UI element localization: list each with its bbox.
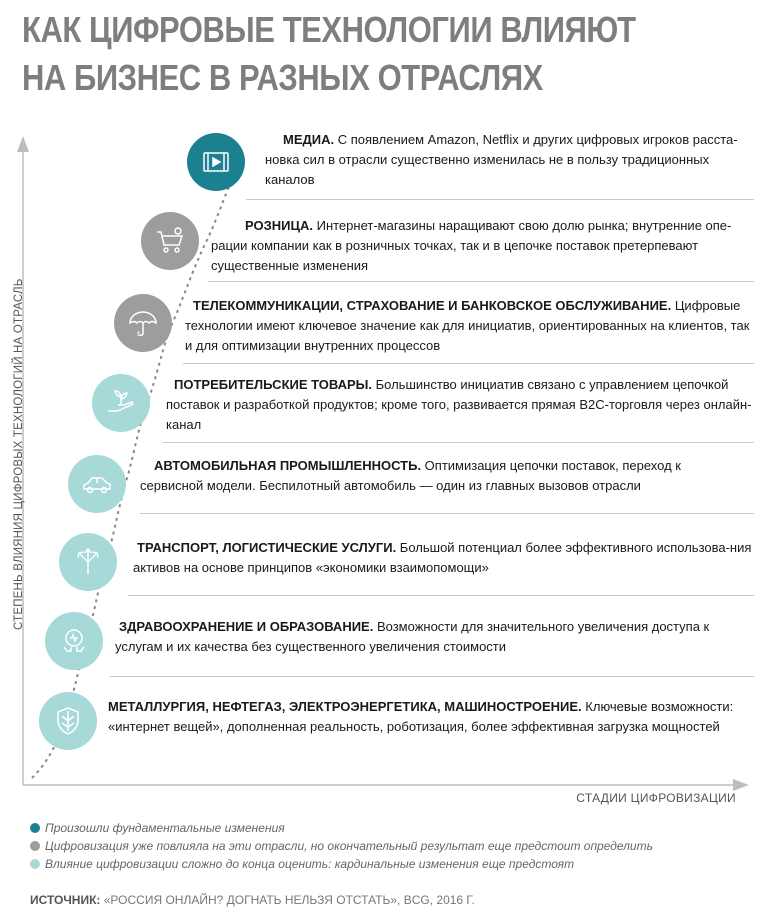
divider — [183, 363, 754, 364]
industry-row-consumer — [166, 375, 756, 435]
industry-text: Интернет-магазины наращивают свою долю рынка; внутренние опе-рации компании как в розничных точках, так и в цепочке поставок претерпевают существенные изменения — [211, 218, 732, 273]
industry-head: ЗДРАВООХРАНЕНИЕ И ОБРАЗОВАНИЕ. — [119, 619, 374, 634]
legend-text: Произошли фундаментальные изменения — [45, 821, 285, 835]
legend-item-fundamental — [30, 821, 285, 835]
stage-circle-consumer — [92, 374, 150, 432]
page-title: КАК ЦИФРОВЫЕ ТЕХНОЛОГИИ ВЛИЯЮТ НА БИЗНЕС В РАЗНЫХ ОТРАСЛЯХ — [22, 9, 636, 98]
stage-circle-telecom — [114, 294, 172, 352]
divider — [208, 281, 754, 282]
stage-circle-media — [187, 133, 245, 191]
x-axis-arrow — [733, 779, 749, 791]
industry-head: МЕДИА. — [283, 132, 335, 147]
shopping-cart-icon — [152, 223, 188, 259]
industry-text: Большой потенциал более эффективного использова-ния активов на основе принципов «экономики взаимопомощи» — [133, 540, 752, 575]
hand-plant-icon — [103, 385, 139, 421]
svg-text:$: $ — [137, 332, 141, 338]
y-axis-label-text: СТЕПЕНЬ ВЛИЯНИЯ ЦИФРОВЫХ ТЕХНОЛОГИЙ НА ОТРАСЛЬ — [13, 278, 25, 630]
industry-head: АВТОМОБИЛЬНАЯ ПРОМЫШЛЕННОСТЬ. — [154, 458, 422, 473]
industry-head: ПОТРЕБИТЕЛЬСКИЕ ТОВАРЫ. — [174, 377, 372, 392]
industry-head: ТЕЛЕКОММУНИКАЦИИ, СТРАХОВАНИЕ И БАНКОВСКОЕ ОБСЛУЖИВАНИЕ. — [193, 298, 672, 313]
industry-row-automotive — [140, 456, 740, 496]
industry-text: Оптимизация цепочки поставок, переход к сервисной модели. Беспилотный автомобиль — один из главных вызовов отрасли — [140, 458, 681, 493]
legend-dot-teal — [30, 823, 40, 833]
industry-text: Ключевые возможности: «интернет вещей», дополненная реальность, роботизация, более эффективная загрузка мощностей — [108, 699, 734, 734]
umbrella-money-icon — [125, 305, 161, 341]
industry-row-healthcare — [115, 617, 739, 657]
legend-item-uncertain — [30, 857, 574, 871]
industry-row-retail — [211, 216, 746, 276]
shield-icon — [50, 703, 86, 739]
legend-text: Цифровизация уже повлияла на эти отрасли, но окончательный результат еще предстоит определить — [45, 839, 653, 853]
industry-row-telecom — [185, 296, 751, 356]
industry-row-transport — [133, 538, 755, 578]
industry-row-industry — [108, 697, 736, 737]
legend-dot-grey — [30, 841, 40, 851]
source-label: ИСТОЧНИК: — [30, 893, 101, 907]
x-axis-label: СТАДИИ ЦИФРОВИЗАЦИИ — [576, 791, 736, 805]
source-note — [30, 893, 475, 907]
stage-circle-healthcare — [45, 612, 103, 670]
industry-text: Цифровые технологии имеют ключевое значение как для инициатив, ориентированных на клиентов, так и для оптимизации внутренних процессов — [185, 298, 750, 353]
industry-head: ТРАНСПОРТ, ЛОГИСТИЧЕСКИЕ УСЛУГИ. — [137, 540, 397, 555]
divider — [246, 199, 754, 200]
y-axis-arrow — [17, 136, 29, 152]
divider — [140, 513, 754, 514]
source-text: «РОССИЯ ОНЛАЙН? ДОГНАТЬ НЕЛЬЗЯ ОТСТАТЬ», BCG, 2016 Г. — [100, 893, 475, 907]
health-hands-icon — [56, 623, 92, 659]
divider — [110, 676, 754, 677]
stage-circle-automotive — [68, 455, 126, 513]
divider — [128, 595, 754, 596]
video-icon — [198, 144, 234, 180]
divider — [163, 442, 754, 443]
routes-arrows-icon — [70, 544, 106, 580]
legend-dot-light-teal — [30, 859, 40, 869]
stage-circle-transport — [59, 533, 117, 591]
industry-text: Возможности для значительного увеличения доступа к услугам и их качества без существенного увеличения стоимости — [115, 619, 710, 654]
stage-circle-retail — [141, 212, 199, 270]
industry-head: МЕТАЛЛУРГИЯ, НЕФТЕГАЗ, ЭЛЕКТРОЭНЕРГЕТИКА, МАШИНОСТРОЕНИЕ. — [108, 699, 582, 714]
industry-text: С появлением Amazon, Netflix и других цифровых игроков расста-новка сил в отрасли существенно изменилась не в пользу традиционных каналов — [265, 132, 738, 187]
car-icon — [79, 466, 115, 502]
industry-row-media — [265, 130, 745, 190]
stage-circle-industry — [39, 692, 97, 750]
legend-item-partial — [30, 839, 653, 853]
industry-text: Большинство инициатив связано с управлением цепочкой поставок и разработкой продуктов; кроме того, развивается прямая B2C-торговля через онлайн-канал — [166, 377, 752, 432]
industry-head: РОЗНИЦА. — [245, 218, 313, 233]
legend-text: Влияние цифровизации сложно до конца оценить: кардинальные изменения еще предстоят — [45, 857, 575, 871]
